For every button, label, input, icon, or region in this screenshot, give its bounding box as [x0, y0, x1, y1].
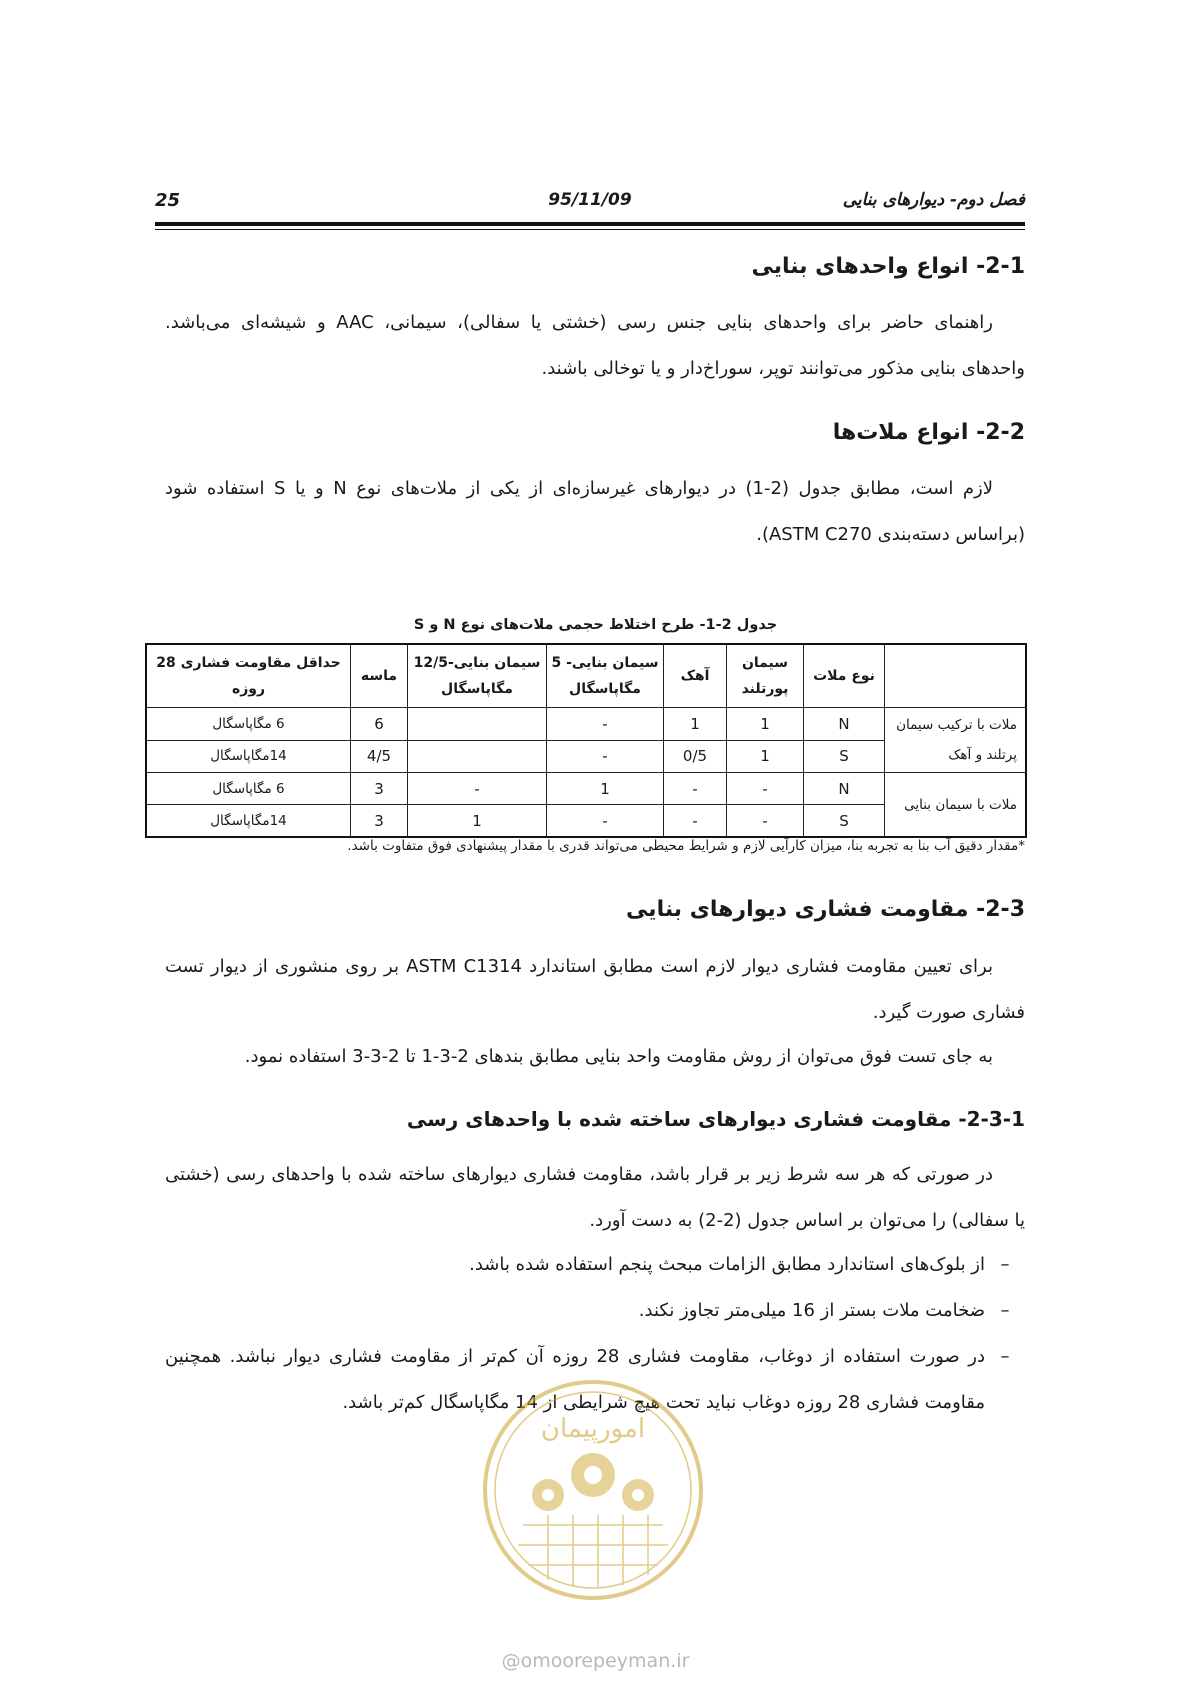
section-2-1-paragraph: راهنمای حاضر برای واحدهای بنایی جنس رسی (خشتی یا سفالی)، سیمانی، AAC و شیشه‌ای می‌باشد. واحدهای بنایی مذکور می‌توانند توپر، سوراخ‌دار و یا توخالی باشند. — [165, 312, 1025, 379]
stamp-text: امورپیمان — [540, 1414, 646, 1444]
section-2-2-paragraph: لازم است، مطابق جدول (2-1) در دیوارهای غیرسازه‌ای از یکی از ملات‌های نوع N و یا S استفاده شود (براساس دسته‌بندی ASTM C270). — [165, 478, 1025, 545]
cell-min-strength: 6 مگاپاسگال — [146, 773, 351, 805]
cell-mortar-type: S — [804, 740, 885, 773]
header-rule-thin — [155, 229, 1025, 230]
cell-lime: 1 — [664, 708, 727, 741]
cell-portland-cement: - — [727, 805, 804, 838]
header-date: 95/11/09 — [548, 190, 632, 210]
col-sand: ماسه — [351, 644, 408, 708]
header-rule-thick — [155, 222, 1025, 226]
cell-mortar-type: N — [804, 773, 885, 805]
table-header-row — [146, 644, 1026, 708]
table-row — [146, 773, 1026, 805]
cell-sand: 6 — [351, 708, 408, 741]
col-masonry-cement-12-5: سیمان بنایی-12/5 مگاپاسگال — [408, 644, 547, 708]
cell-lime: - — [664, 805, 727, 838]
section-2-3-1-heading: 2-3-1- مقاومت فشاری دیوارهای ساخته شده با واحدهای رسی — [406, 1107, 1025, 1131]
col-mortar-type: نوع ملات — [804, 644, 885, 708]
col-lime: آهک — [664, 644, 727, 708]
cell-portland-cement: 1 — [727, 740, 804, 773]
cell-min-strength: 6 مگاپاسگال — [146, 708, 351, 741]
chapter-title: فصل دوم- دیوارهای بنایی — [842, 190, 1025, 210]
page-header — [155, 190, 1025, 220]
list-item — [165, 1288, 1025, 1334]
table-caption: جدول 2-1- طرح اختلاط حجمی ملات‌های نوع N و S — [413, 617, 778, 633]
col-group — [885, 644, 1027, 708]
cell-lime: - — [664, 773, 727, 805]
section-2-3-paragraph-1: برای تعیین مقاومت فشاری دیوار لازم است مطابق استاندارد ASTM C1314 بر روی منشوری از دیوار تست فشاری صورت گیرد. — [165, 956, 1025, 1023]
list-item — [165, 1242, 1025, 1288]
col-masonry-cement-5: سیمان بنایی- 5 مگاپاسگال — [547, 644, 664, 708]
cell-sand: 4/5 — [351, 740, 408, 773]
section-2-1-heading: 2-1- انواع واحدهای بنایی — [751, 254, 1025, 279]
bullet-dash: – — [1000, 1254, 1010, 1275]
watermark-url: @omoorepeyman.ir — [501, 1650, 690, 1672]
cell-masonry-cement-5: - — [547, 708, 664, 741]
cell-lime: 0/5 — [664, 740, 727, 773]
cell-masonry-cement-12-5: 1 — [408, 805, 547, 838]
mortar-mix-table — [145, 643, 1027, 838]
section-2-3-1-paragraph: در صورتی که هر سه شرط زیر بر قرار باشد، مقاومت فشاری دیوارهای ساخته شده با واحدهای رسی (خشتی یا سفالی) را می‌توان بر اساس جدول (2-2) به دست آورد. — [165, 1164, 1025, 1231]
group-cell: ملات با ترکیب سیمان پرتلند و آهک — [885, 708, 1027, 773]
watermark-stamp-icon — [478, 1375, 708, 1605]
cell-masonry-cement-12-5: - — [408, 773, 547, 805]
section-2-3-paragraph-2: به جای تست فوق می‌توان از روش مقاومت واحد بنایی مطابق بندهای 2-3-1 تا 2-3-3 استفاده نمود. — [244, 1046, 993, 1067]
group-cell: ملات با سیمان بنایی — [885, 773, 1027, 838]
col-portland-cement: سیمان پورتلند — [727, 644, 804, 708]
table-row — [146, 708, 1026, 741]
cell-masonry-cement-5: - — [547, 740, 664, 773]
cell-masonry-cement-12-5 — [408, 740, 547, 773]
col-min-strength: حداقل مقاومت فشاری 28 روزه — [146, 644, 351, 708]
cell-portland-cement: 1 — [727, 708, 804, 741]
cell-mortar-type: S — [804, 805, 885, 838]
cell-min-strength: 14مگاپاسگال — [146, 740, 351, 773]
cell-masonry-cement-5: - — [547, 805, 664, 838]
cell-sand: 3 — [351, 773, 408, 805]
table-footnote: *مقدار دقیق آب بنا به تجربه بنا، میزان کارآیی لازم و شرایط محیطی می‌تواند قدری با مقدار پیشنهادی فوق متفاوت باشد. — [347, 838, 1025, 854]
bullet-dash: – — [1000, 1300, 1010, 1321]
cell-sand: 3 — [351, 805, 408, 838]
page-number: 25 — [155, 190, 181, 211]
list-item-text: ضخامت ملات بستر از 16 میلی‌متر تجاوز نکند. — [638, 1300, 985, 1321]
section-2-3-heading: 2-3- مقاومت فشاری دیوارهای بنایی — [626, 897, 1025, 922]
cell-masonry-cement-12-5 — [408, 708, 547, 741]
cell-mortar-type: N — [804, 708, 885, 741]
list-item-text: از بلوک‌های استاندارد مطابق الزامات مبحث پنجم استفاده شده باشد. — [469, 1254, 985, 1275]
cell-masonry-cement-5: 1 — [547, 773, 664, 805]
cell-portland-cement: - — [727, 773, 804, 805]
section-2-2-heading: 2-2- انواع ملات‌ها — [832, 420, 1025, 445]
cell-min-strength: 14مگاپاسگال — [146, 805, 351, 838]
bullet-dash: – — [1000, 1346, 1010, 1367]
list-item-text: در صورت استفاده از دوغاب، مقاومت فشاری 28 روزه آن کم‌تر از مقاومت فشاری دیوار نباشد. همچنین مقاومت فشاری 28 روزه دوغاب نباید تحت هیچ شرایطی از 14 مگاپاسگال کم‌تر باشد. — [165, 1346, 985, 1413]
